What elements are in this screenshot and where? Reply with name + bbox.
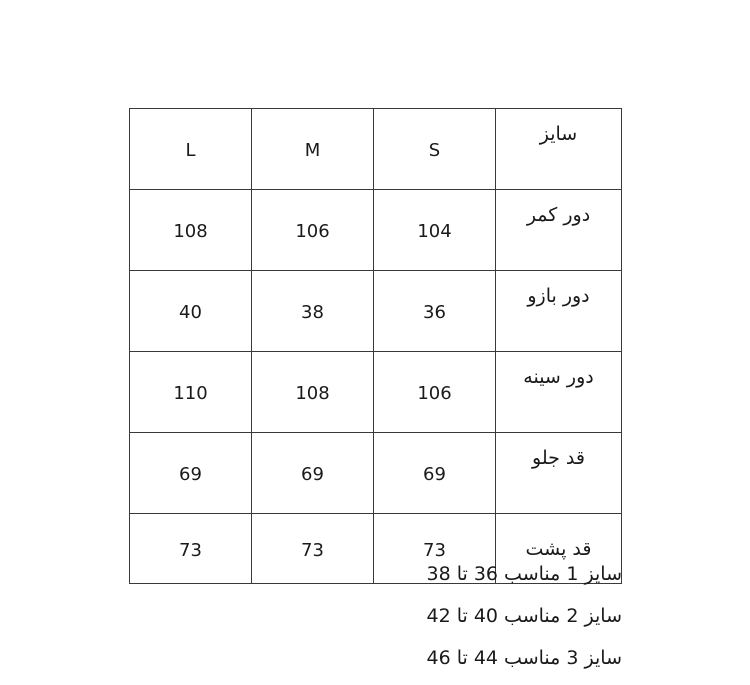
row-label-back-length: قد پشت — [496, 514, 622, 584]
table-row — [130, 190, 622, 271]
table-cell: 108 — [130, 190, 252, 271]
table-cell: 38 — [252, 271, 374, 352]
table-cell: 106 — [252, 190, 374, 271]
size-note-2: سایز 2 مناسب 40 تا 42 — [426, 605, 622, 627]
size-header-s: S — [374, 109, 496, 190]
table-row — [130, 352, 622, 433]
table-cell: 69 — [374, 433, 496, 514]
table-header-row — [130, 109, 622, 190]
row-label-arm: دور بازو — [496, 271, 622, 352]
row-label-front-length: قد جلو — [496, 433, 622, 514]
size-column-label: سایز — [496, 109, 622, 190]
table-cell: 110 — [130, 352, 252, 433]
row-label-chest: دور سینه — [496, 352, 622, 433]
table-cell: 108 — [252, 352, 374, 433]
table-row — [130, 433, 622, 514]
size-chart-table — [129, 108, 622, 584]
table-row — [130, 271, 622, 352]
size-header-l: L — [130, 109, 252, 190]
table-cell: 69 — [252, 433, 374, 514]
size-header-m: M — [252, 109, 374, 190]
table-cell: 40 — [130, 271, 252, 352]
table-cell: 106 — [374, 352, 496, 433]
size-notes — [426, 553, 622, 679]
table-cell: 36 — [374, 271, 496, 352]
table-cell: 73 — [130, 514, 252, 584]
table-cell: 69 — [130, 433, 252, 514]
row-label-waist: دور کمر — [496, 190, 622, 271]
table-cell: 104 — [374, 190, 496, 271]
size-note-3: سایز 3 مناسب 44 تا 46 — [426, 647, 622, 669]
table-cell: 73 — [252, 514, 374, 584]
size-note-1: سایز 1 مناسب 36 تا 38 — [426, 563, 622, 585]
table-cell: 73 — [374, 514, 496, 584]
